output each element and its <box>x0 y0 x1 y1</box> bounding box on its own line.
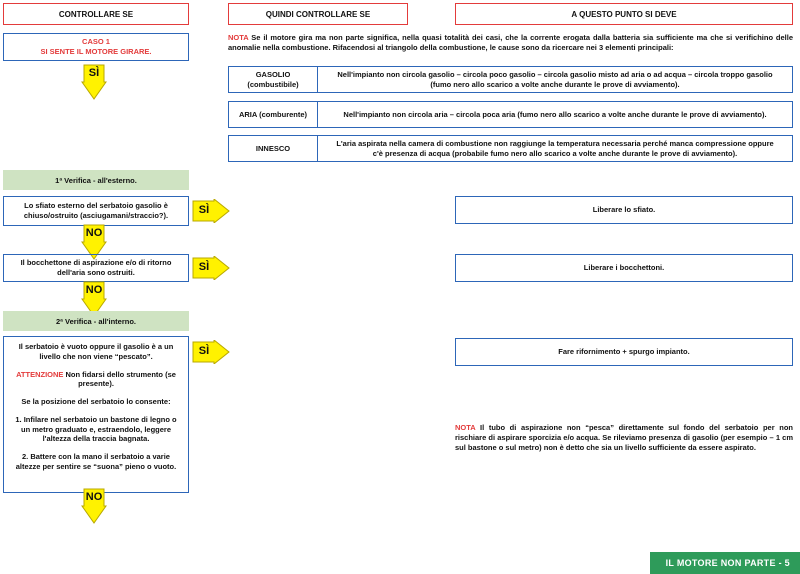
tank-check-text: Il serbatoio è vuoto oppure il gasolio è a un livello che non viene “pescato”. <box>18 342 174 361</box>
verifica-1-banner: 1ª Verifica - all'esterno. <box>3 170 189 190</box>
cause-row-innesco <box>228 135 793 162</box>
cause-name-cell <box>229 67 318 92</box>
action-rifornimento: Fare rifornimento + spurgo impianto. <box>455 338 793 366</box>
case-description: SI SENTE IL MOTORE GIRARE. <box>40 47 152 56</box>
tank-warning <box>14 370 178 390</box>
cause-description-line: (fumo nero allo scarico a volte anche durante le prove di avviamento). <box>430 79 680 89</box>
yes-label: SÌ <box>198 261 210 273</box>
cause-name: GASOLIO <box>255 69 291 79</box>
no-down-arrow <box>81 488 107 524</box>
tank-warning-text: Non fidarsi dello strumento (se presente). <box>63 369 176 389</box>
cause-description-line: Nell'impianto non circola aria – circola poca aria (fumo nero allo scarico a volte anche durante le prove di avviamento). <box>343 109 767 119</box>
header-controllare-se: CONTROLLARE SE <box>3 3 189 25</box>
page-footer: IL MOTORE NON PARTE - 5 <box>650 552 800 574</box>
check-sfiato: Lo sfiato esterno del serbatoio gasolio è chiuso/ostruito (asciugamani/straccio?). <box>3 196 189 226</box>
yes-down-arrow <box>81 64 107 100</box>
note-bottom <box>455 423 793 453</box>
note-bottom-label: NOTA <box>455 423 476 432</box>
cause-row-gasolio <box>228 66 793 93</box>
yes-right-arrow <box>192 340 230 364</box>
yes-right-arrow <box>192 199 230 223</box>
cause-description-line: Nell'impianto non circola gasolio – circola poco gasolio – circola gasolio misto ad aria o ad acqua – circola troppo gasolio <box>337 69 773 79</box>
note-top <box>228 33 793 53</box>
yes-label: SÌ <box>88 67 100 79</box>
no-label: NO <box>85 491 103 503</box>
case-title: CASO 1 <box>82 37 110 47</box>
cause-subtitle: (combustibile) <box>247 79 299 89</box>
tank-condition: Se la posizione del serbatoio lo consente: <box>21 397 171 406</box>
note-top-label: NOTA <box>228 33 249 42</box>
yes-right-arrow <box>192 256 230 280</box>
cause-description <box>318 136 792 161</box>
note-top-text: Se il motore gira ma non parte significa, nella quasi totalità dei casi, che la corrente erogata dalla batteria sia sufficiente ma che si verifichino delle anomalie nella combustione. Rifacendosi al triangolo della combustione, le cause sono da ricercare nei 3 elementi principali: <box>228 33 793 53</box>
cause-name: ARIA (comburente) <box>238 109 308 119</box>
verifica-2-banner: 2ª Verifica - all'interno. <box>3 311 189 331</box>
cause-description-line: c'è presenza di acqua (probabile fumo nero allo scarico a volte anche durante le prove di avviamento). <box>372 148 738 158</box>
cause-description <box>318 102 792 127</box>
check-serbatoio <box>3 336 189 493</box>
cause-name-cell <box>229 102 318 127</box>
action-sfiato: Liberare lo sfiato. <box>455 196 793 224</box>
yes-label: SÌ <box>198 345 210 357</box>
yes-label: SÌ <box>198 204 210 216</box>
cause-name: INNESCO <box>255 143 291 153</box>
case-box <box>3 33 189 61</box>
cause-row-aria <box>228 101 793 128</box>
cause-description <box>318 67 792 92</box>
tank-step-2: 2. Battere con la mano il serbatoio a varie altezze per sentire se “suona” pieno o vuoto. <box>15 452 177 471</box>
cause-description-line: L'aria aspirata nella camera di combustione non raggiunge la temperatura necessaria perché manca compressione oppure <box>336 138 774 148</box>
action-bocchettoni: Liberare i bocchettoni. <box>455 254 793 282</box>
tank-warning-label: ATTENZIONE <box>16 369 64 379</box>
cause-name-cell <box>229 136 318 161</box>
check-bocchettone: Il bocchettone di aspirazione e/o di ritorno dell'aria sono ostruiti. <box>3 254 189 282</box>
header-quindi-controllare-se: QUINDI CONTROLLARE SE <box>228 3 408 25</box>
note-bottom-text: Il tubo di aspirazione non “pesca” direttamente sul fondo del serbatoio per non rischiare di aspirare sporcizia e/o acqua. Se rileviamo presenza di gasolio (per esempio – 1 cm sul bastone o sul metro) non è detto che sia un livello sufficiente da essere aspirato. <box>455 423 793 453</box>
no-label: NO <box>85 227 103 239</box>
header-a-questo-punto: A QUESTO PUNTO SI DEVE <box>455 3 793 25</box>
no-label: NO <box>85 284 103 296</box>
tank-step-1: 1. Infilare nel serbatoio un bastone di legno o un metro graduato e, estraendolo, leggere l'altezza della traccia bagnata. <box>15 414 177 444</box>
